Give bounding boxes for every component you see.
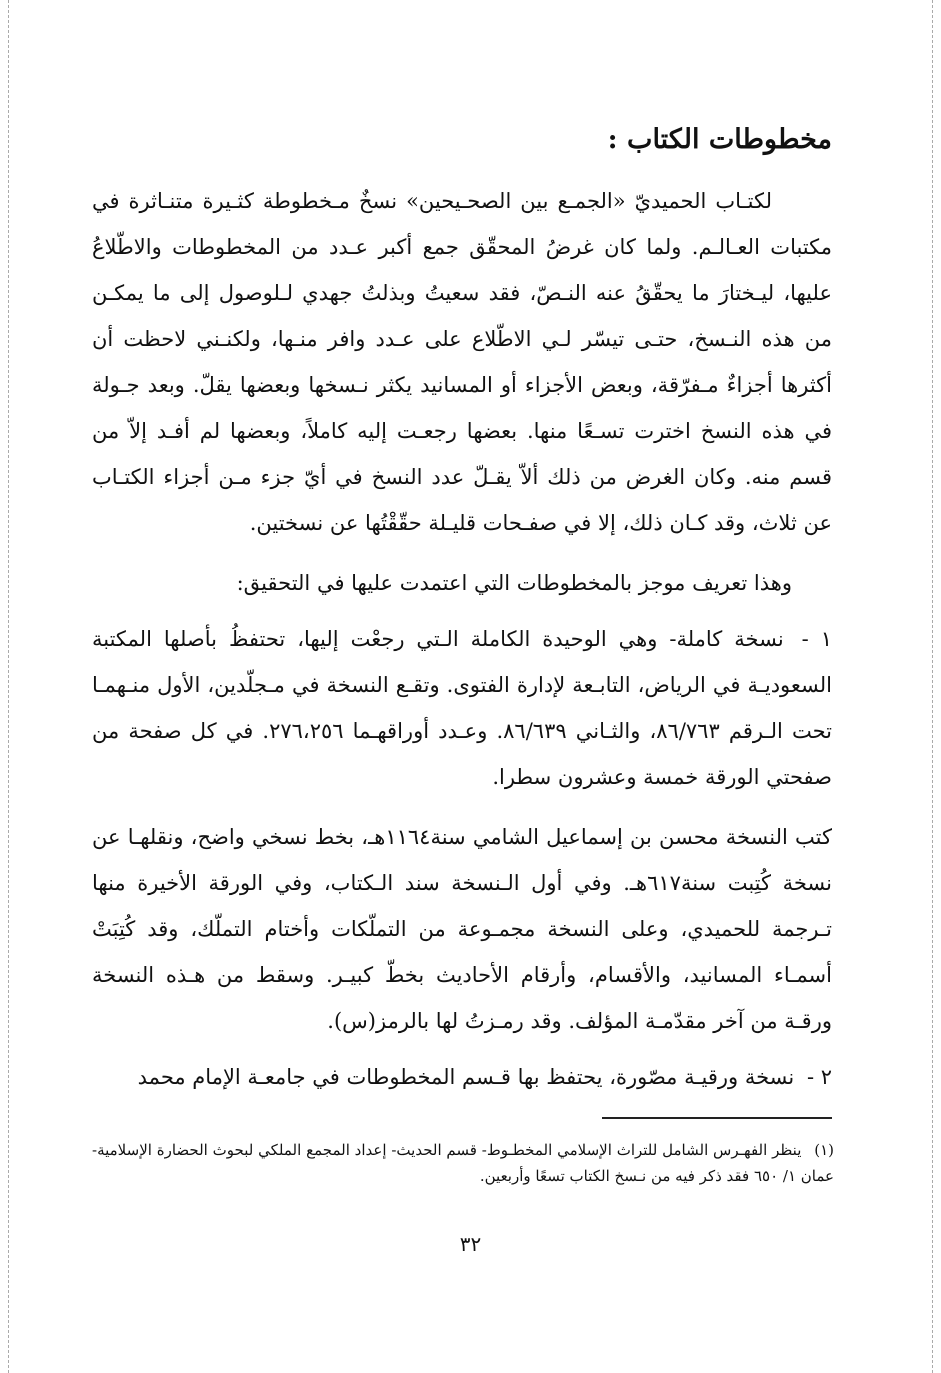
scan-edge-right <box>932 0 933 1373</box>
footnote-text: ينظر الفهـرس الشامل للتراث الإسلامي المخطـوط- قسم الحديث- إعداد المجمع الملكي لبحوث الحضارة الإسلامية- عمان ١/ ٦٥٠ فقد ذكر فيه من نـسخ الكتاب تسعًا وأربعين. <box>92 1141 834 1185</box>
section-heading: مخطوطات الكتاب : <box>607 124 832 155</box>
list-item-1-text: نسخة كاملة- وهي الوحيدة الكاملة الـتي رجعْت إليها، تحتفظُ بأصلها المكتبة السعوديـة في الرياض، التابـعة لإدارة الفتوى. وتقـع النسخة في مـجلّدين، الأول منـهمـا تحت الـرقم ٨٦/٧٦٣، والثـاني ٨٦/٦٣٩. وعـدد أوراقهـما ٢٧٦،٢٥٦. في كل صفحة من صفحتي الورقة خمسة وعشرون سطرا. <box>92 627 832 789</box>
footnote <box>92 1137 834 1189</box>
list-item-1-detail: كتب النسخة محسن بن إسماعيل الشامي سنة١١٦٤هـ، بخط نسخي واضح، ونقلهـا عن نسخة كُتِبت سنة٦١٧هـ. وفي أول الـنسخة سند الـكتاب، وفي الورقة الأخيرة منها تـرجمة للحميدي، وعلى النسخة مجمـوعة من التملّكات وأختام التملّك، وقد كُتِبَتْ أسمـاء المسانيد، والأقسام، وأرقام الأحاديث بخطّ كبيـر. وسقط من هـذه النسخة ورقـة من آخر مقدّمـة المؤلف. وقد رمـزتُ لها بالرمز(س). <box>92 825 832 1033</box>
scan-edge-left <box>8 0 9 1373</box>
page-number: ٣٢ <box>459 1232 482 1256</box>
footnote-separator <box>602 1117 832 1119</box>
paragraph-intro: وهذا تعريف موجز بالمخطوطات التي اعتمدت عليها في التحقيق: <box>236 571 792 595</box>
list-item-1 <box>92 616 832 800</box>
list-item-2-number: ٢ - <box>806 1065 832 1089</box>
list-item-1-number: ١ - <box>801 627 832 651</box>
list-item-2 <box>92 1054 832 1100</box>
footnote-mark: (١) <box>814 1141 834 1159</box>
paragraph-manuscripts-overview: لكتـاب الحميديّ «الجمـع بين الصحـيحين» نسخٌ مـخطوطة كثـيرة متنـاثرة في مكتبات العـالـم. ولما كان غرضُ المحقّق جمع أكبر عـدد من المخطوطات والاطّلاعُ عليها، ليـختارَ ما يحقّقُ عنه النـصّ، فقد سعيتُ وبذلتُ جهدي لـلوصول إلى ما يمكـن من هذه النـسخ، حتـى تيسّر لـي الاطّلاع على عـدد وافر منـها، ولكنـني لاحظت أن أكثرها أجزاءٌ مـفرّقة، وبعض الأجزاء أو المسانيد يكثر نـسخها وبعضها يقلّ. وبعد جـولة في هذه النسخ اخترت تسـعًا منها. بعضها رجعـت إليه كاملاً، وبعضها لم أفـد إلاّ من قسم منه. وكان الغرض من ذلك ألاّ يقـلّ عدد النسخ في أيّ جزء مـن أجزاء الكتـاب عن ثلاث، وقد كـان ذلك، إلا في صفـحات قليـلة حقّقْتُها عن نسختين. <box>92 189 832 535</box>
page-body <box>92 120 832 1100</box>
list-item-2-text: نسخة ورقيـة مصّورة، يحتفظ بها قـسم المخطوطات في جامعـة الإمام محمد <box>137 1065 795 1089</box>
